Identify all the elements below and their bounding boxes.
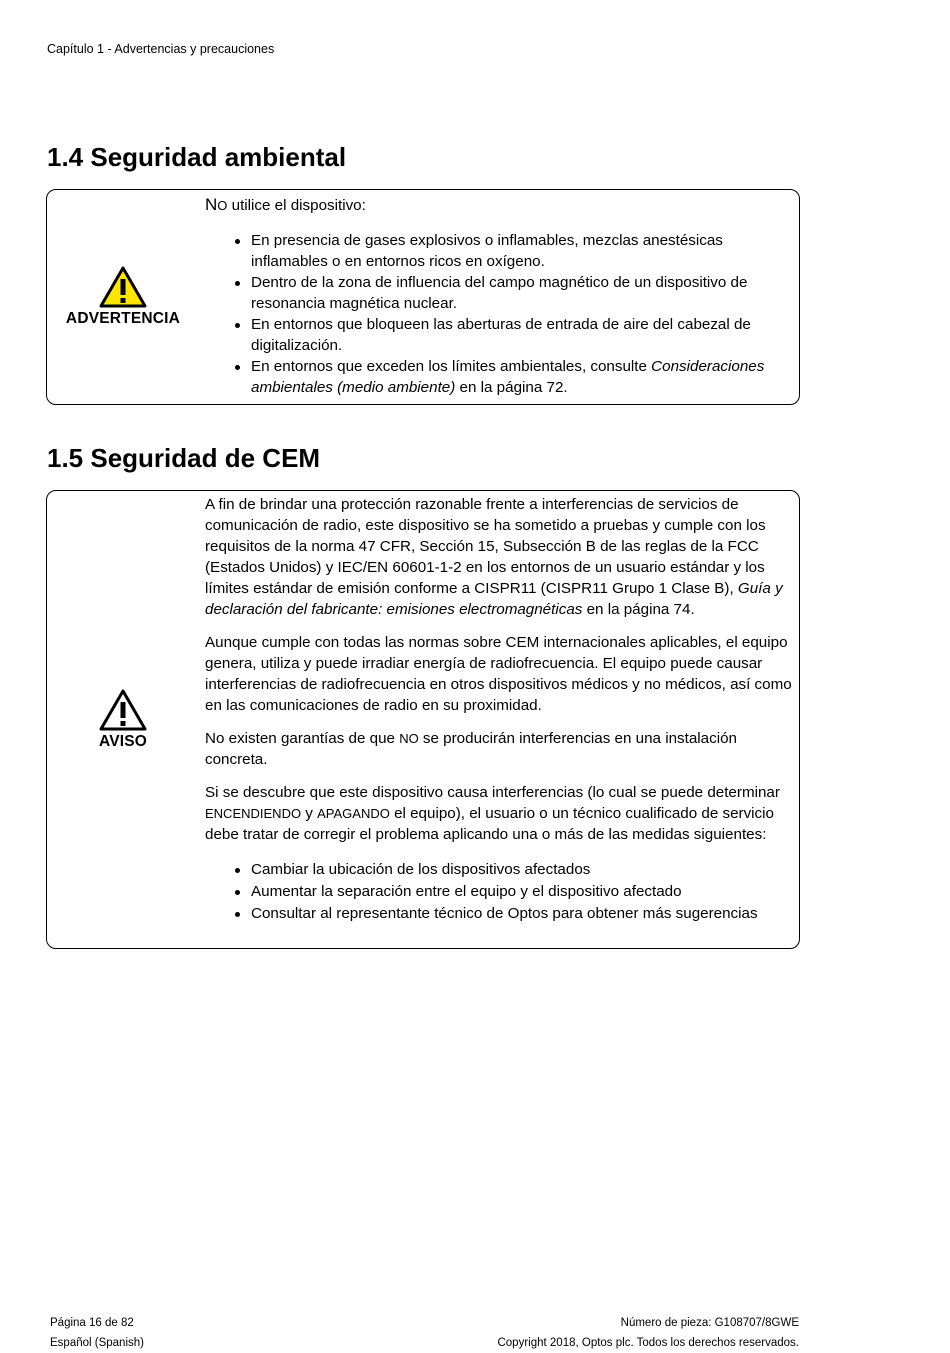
section-title-emc-safety: 1.5 Seguridad de CEM bbox=[47, 443, 321, 473]
paragraph: Aunque cumple con todas las normas sobre CEM internacionales aplicables, el equipo genera, utiliza y puede irradiar energía de radiofrecuencia. El equipo puede causar interferencias de radiofrecuencia en otros dispositivos médicos y no médicos, así como en las comunicaciones de radio en su proximidad. bbox=[205, 634, 792, 714]
notice-box bbox=[46, 490, 800, 949]
warning-triangle-icon bbox=[99, 266, 147, 308]
warning-box bbox=[46, 189, 800, 405]
list-item: Dentro de la zona de influencia del campo magnético de un dispositivo de resonancia magnética nuclear. bbox=[251, 272, 793, 314]
list-item: Aumentar la separación entre el equipo y el dispositivo afectado bbox=[251, 881, 793, 903]
notice-body bbox=[205, 494, 793, 925]
notice-label-block bbox=[47, 689, 199, 751]
list-item: Consultar al representante técnico de Optos para obtener más sugerencias bbox=[251, 903, 793, 925]
list-item: Cambiar la ubicación de los dispositivos afectados bbox=[251, 859, 793, 881]
cross-reference-link[interactable]: Guía y declaración del fabricante: emisiones electromagnéticas bbox=[205, 580, 783, 618]
footer-part-number: Número de pieza: G108707/8GWE bbox=[620, 1317, 799, 1329]
list-item: En entornos que exceden los límites ambientales, consulte Consideraciones ambientales (medio ambiente) en la página 72. bbox=[251, 356, 793, 398]
footer-page-number: Página 16 de 82 bbox=[50, 1317, 134, 1329]
notice-bullet-list bbox=[251, 859, 793, 925]
cross-reference-link[interactable]: Consideraciones ambientales (medio ambiente) bbox=[251, 358, 765, 396]
footer-language: Español (Spanish) bbox=[50, 1337, 144, 1349]
paragraph: Si se descubre que este dispositivo causa interferencias (lo cual se puede determinar ENCENDIENDO y APAGANDO el equipo), el usuario o un técnico cualificado de servicio debe tratar de corregir el problema aplicando una o más de las medidas siguientes: bbox=[205, 784, 780, 843]
paragraph: No existen garantías de que NO se producirán interferencias en una instalación concreta. bbox=[205, 730, 737, 768]
notice-label: AVISO bbox=[98, 733, 148, 750]
warning-intro: NO utilice el dispositivo: bbox=[205, 195, 366, 214]
list-item: En entornos que bloqueen las aberturas de entrada de aire del cabezal de digitalización. bbox=[251, 314, 793, 356]
running-header: Capítulo 1 - Advertencias y precauciones bbox=[47, 42, 275, 56]
warning-label: ADVERTENCIA bbox=[65, 310, 181, 327]
warning-label-block bbox=[47, 266, 199, 328]
warning-triangle-icon bbox=[99, 689, 147, 731]
footer-copyright: Copyright 2018, Optos plc. Todos los derechos reservados. bbox=[497, 1337, 799, 1349]
list-item: En presencia de gases explosivos o inflamables, mezclas anestésicas inflamables o en entornos ricos en oxígeno. bbox=[251, 230, 793, 272]
paragraph: A fin de brindar una protección razonable frente a interferencias de servicios de comunicación de radio, este dispositivo se ha sometido a pruebas y cumple con los requisitos de la norma 47 CFR, Sección 15, Subsección B de las reglas de la FCC (Estados Unidos) y IEC/EN 60601-1-2 en los entornos de un usuario estándar y los límites estándar de emisión conforme a CISPR11 (CISPR11 Grupo 1 Clase B), Guía y declaración del fabricante: emisiones electromagnéticas en la página 74. bbox=[205, 496, 783, 618]
warning-bullet-list bbox=[251, 230, 793, 398]
section-title-environmental-safety: 1.4 Seguridad ambiental bbox=[47, 142, 347, 172]
warning-body bbox=[205, 194, 793, 398]
